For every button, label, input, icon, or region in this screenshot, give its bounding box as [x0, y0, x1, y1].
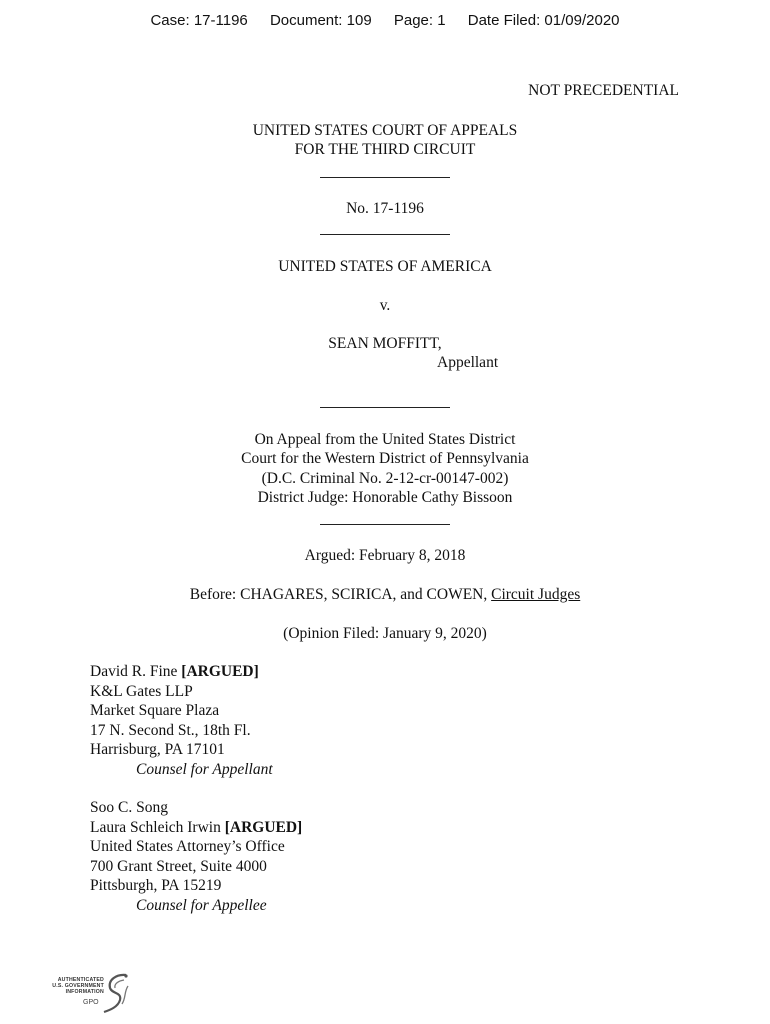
- seal-text-line: U.S. GOVERNMENT: [52, 983, 104, 989]
- versus: v.: [379, 297, 391, 314]
- appeal-line-2: Court for the Western District of Pennsylvania: [241, 450, 529, 467]
- divider: [320, 234, 450, 235]
- appeal-line-3: (D.C. Criminal No. 2-12-cr-00147-002): [261, 470, 509, 487]
- counsel-role: Counsel for Appellee: [136, 896, 267, 914]
- court-name-line1: UNITED STATES COURT OF APPEALS: [252, 122, 518, 139]
- counsel-name: Laura Schleich Irwin: [90, 818, 225, 836]
- circuit-judges-label: Circuit Judges: [491, 586, 581, 603]
- divider: [320, 524, 450, 525]
- case-number: Case: 17-1196: [150, 12, 248, 29]
- argued-tag: [ARGUED]: [224, 818, 303, 836]
- address-line: 700 Grant Street, Suite 4000: [90, 857, 267, 875]
- defendant-name: SEAN MOFFITT,: [328, 335, 442, 352]
- address-line: Pittsburgh, PA 15219: [90, 877, 222, 894]
- plaintiff-name: UNITED STATES OF AMERICA: [278, 258, 492, 275]
- address-line: 17 N. Second St., 18th Fl.: [90, 721, 251, 739]
- gpo-authentication-seal: [44, 972, 134, 1018]
- party-role: Appellant: [437, 354, 499, 371]
- filing-header: [0, 12, 770, 29]
- court-name-line2: FOR THE THIRD CIRCUIT: [294, 141, 476, 158]
- docket-number: No. 17-1196: [346, 200, 424, 217]
- counsel-name-line: [90, 818, 302, 838]
- eagle-icon: [96, 972, 132, 1018]
- counsel-name: Soo C. Song: [90, 799, 168, 816]
- date-filed: Date Filed: 01/09/2020: [467, 12, 620, 29]
- address-line: United States Attorney’s Office: [90, 838, 285, 855]
- counsel-appellee-block: [90, 798, 302, 915]
- precedential-label: NOT PRECEDENTIAL: [528, 82, 679, 99]
- opinion-filed-date: (Opinion Filed: January 9, 2020): [283, 625, 487, 642]
- divider: [320, 407, 450, 408]
- counsel-name: David R. Fine: [90, 663, 182, 680]
- address-line: K&L Gates LLP: [90, 682, 193, 700]
- counsel-name-line: [90, 662, 273, 682]
- seal-text: [44, 977, 104, 995]
- appeal-line-4: District Judge: Honorable Cathy Bissoon: [257, 489, 513, 506]
- seal-text-line: AUTHENTICATED: [57, 977, 104, 983]
- divider: [320, 177, 450, 178]
- seal-gpo-label: GPO: [83, 999, 99, 1006]
- counsel-role: Counsel for Appellant: [136, 760, 273, 778]
- panel-judges: [0, 585, 770, 605]
- address-line: Harrisburg, PA 17101: [90, 741, 225, 758]
- argued-date: Argued: February 8, 2018: [304, 547, 466, 564]
- argued-tag: [ARGUED]: [181, 663, 259, 680]
- address-line: Market Square Plaza: [90, 702, 220, 719]
- seal-text-line: INFORMATION: [65, 989, 104, 995]
- counsel-appellant-block: [90, 662, 273, 779]
- appeal-line-1: On Appeal from the United States District: [254, 431, 516, 448]
- page-number: Page: 1: [393, 12, 446, 29]
- panel-judges-names: Before: CHAGARES, SCIRICA, and COWEN,: [189, 586, 492, 603]
- document-number: Document: 109: [269, 12, 372, 29]
